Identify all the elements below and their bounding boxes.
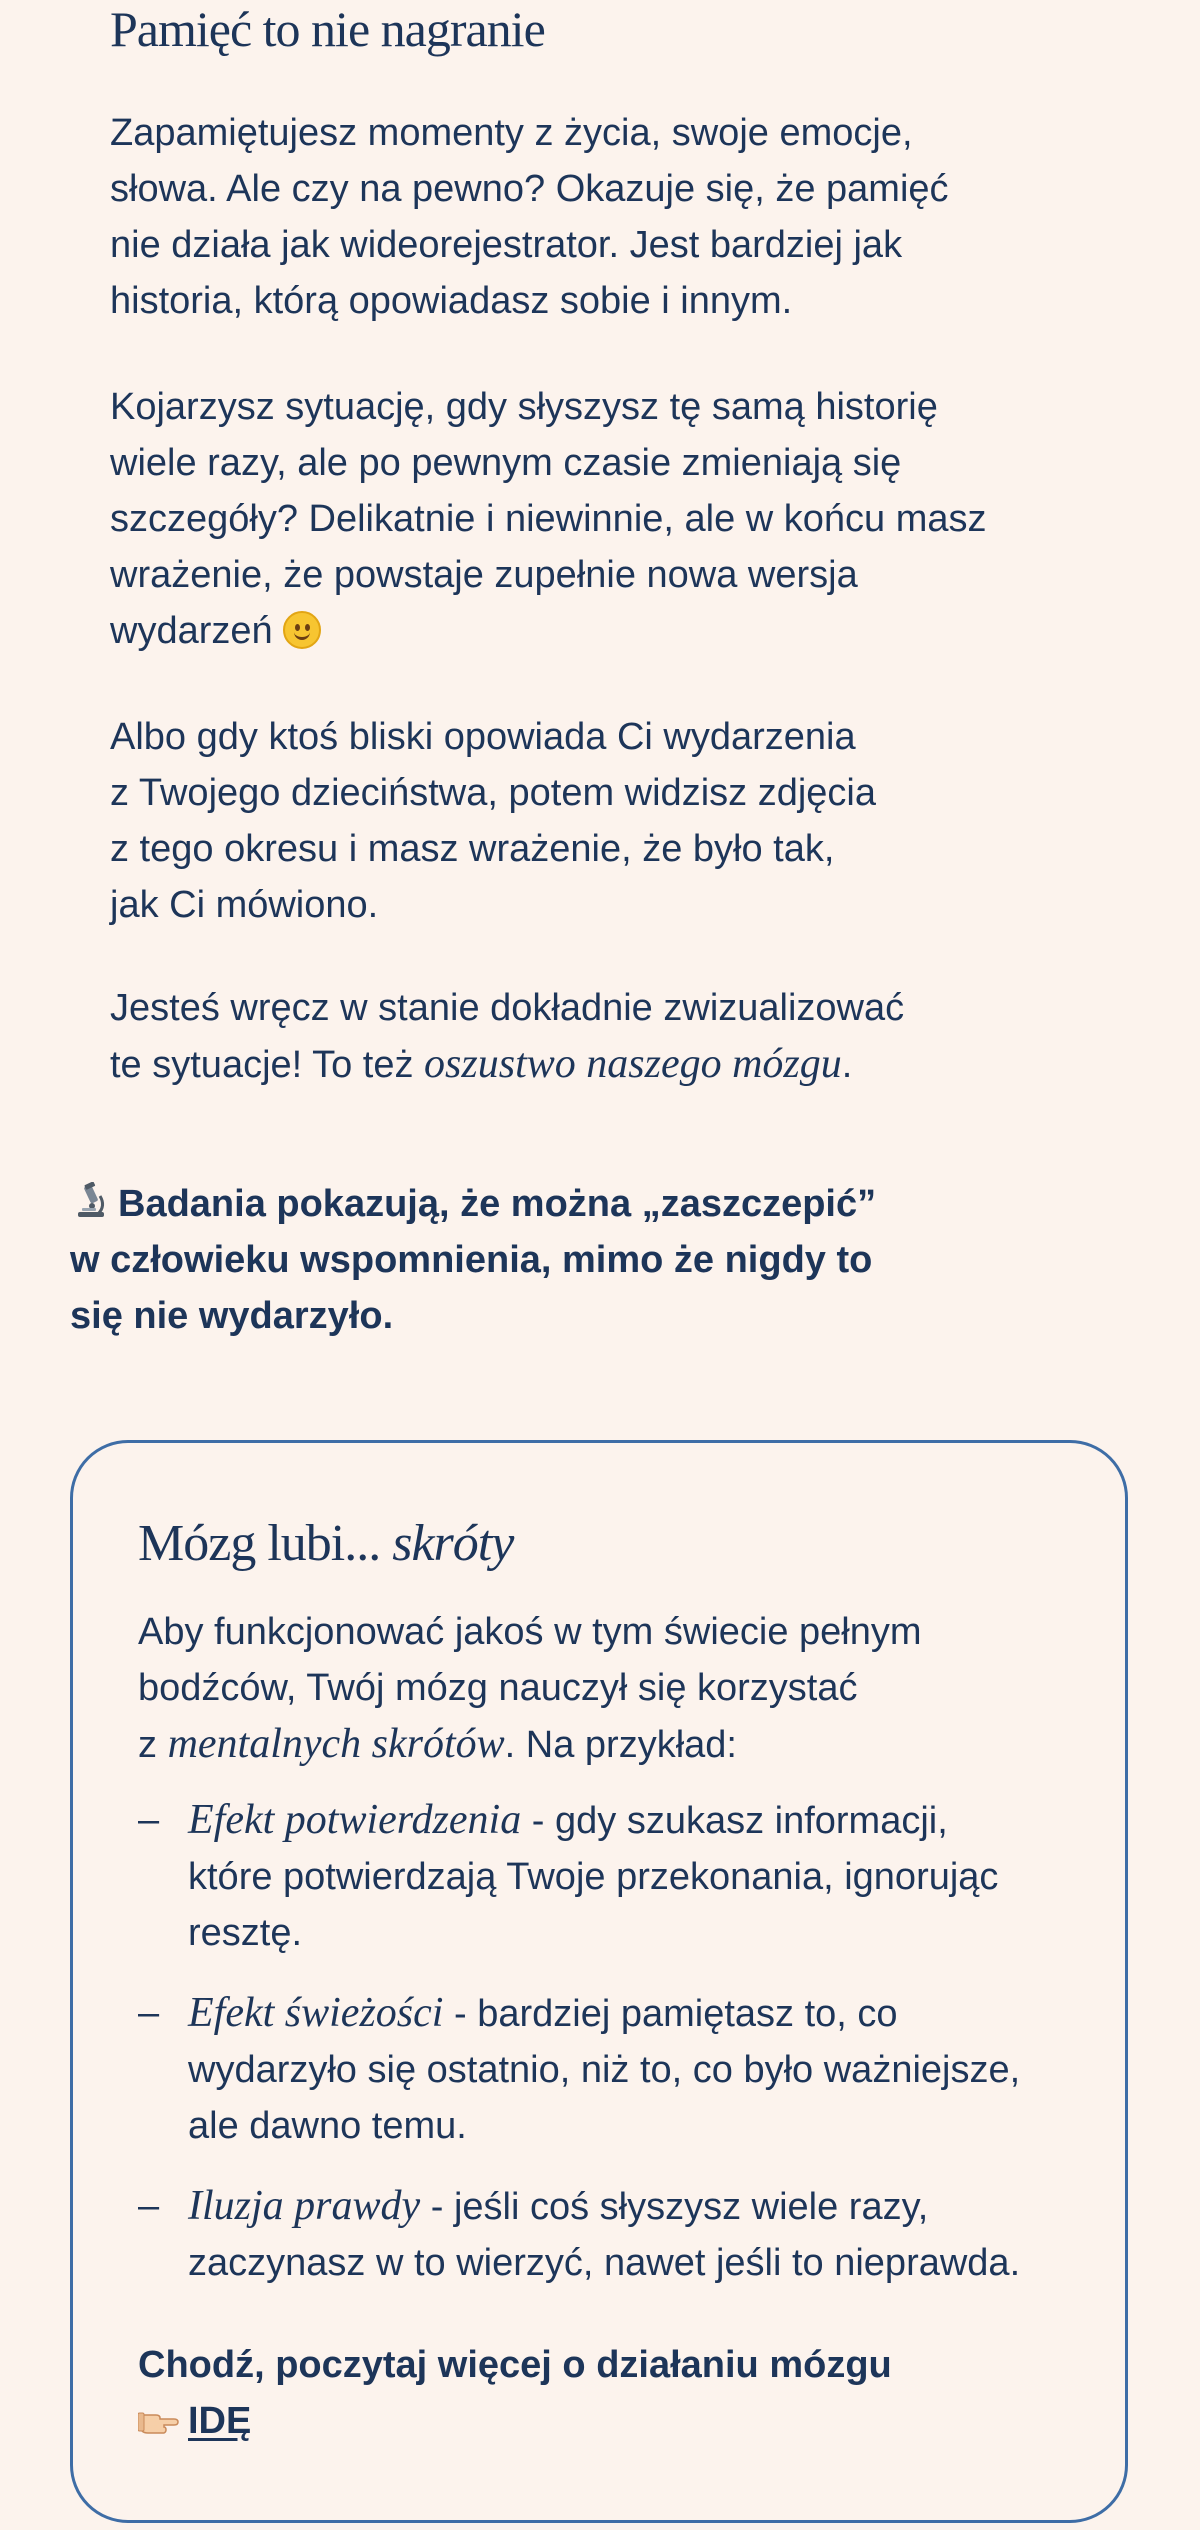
research-callout	[70, 1176, 1070, 1344]
text-line: Chodź, poczytaj więcej o działaniu mózgu	[138, 2344, 892, 2386]
ide-link[interactable]: IDĘ	[188, 2400, 252, 2442]
text-line: resztę.	[188, 1912, 303, 1954]
paragraph-memory-intro	[110, 105, 1110, 329]
text-line: w człowieku wspomnienia, mimo że nigdy to	[70, 1239, 873, 1281]
list-dash: –	[138, 1799, 160, 1841]
list-item-text	[188, 2178, 1020, 2291]
text-fragment: Mózg lubi...	[138, 1515, 393, 1572]
text-line: wiele razy, ale po pewnym czasie zmieniają się	[110, 442, 902, 484]
emphasis-text: mentalnych skrótów	[167, 1721, 505, 1767]
paragraph-story-changes	[110, 379, 1110, 659]
text-line: z Twojego dzieciństwa, potem widzisz zdjęcia	[110, 772, 876, 814]
text-line: wydarzyło się ostatnio, niż to, co było ważniejsze,	[188, 2049, 1021, 2091]
section-title: Pamięć to nie nagranie	[110, 1, 545, 57]
text-line: nie działa jak wideorejestrator. Jest bardziej jak	[110, 224, 903, 266]
text-line	[138, 1716, 1098, 1773]
text-fragment: - jeśli coś słyszysz wiele razy,	[420, 2186, 929, 2228]
text-fragment: . Na przykład:	[504, 1724, 737, 1766]
text-line	[110, 1036, 1110, 1093]
paragraph-childhood	[110, 709, 1110, 933]
text-line: Aby funkcjonować jakoś w tym świecie pełnym	[138, 1611, 922, 1653]
pointing-hand-icon	[138, 2405, 180, 2437]
text-fragment: Badania pokazują, że można „zaszczepić”	[118, 1183, 877, 1225]
text-fragment: wydarzeń	[110, 610, 273, 652]
text-fragment: z	[138, 1724, 168, 1766]
text-line: jak Ci mówiono.	[110, 884, 379, 926]
text-fragment: .	[841, 1044, 853, 1086]
term-text: Efekt świeżości	[188, 1990, 444, 2036]
text-line: Jesteś wręcz w stanie dokładnie zwizualizować	[110, 987, 905, 1029]
text-line: z tego okresu i masz wrażenie, że było tak,	[110, 828, 835, 870]
list-item-text	[188, 1985, 1020, 2154]
microscope-icon	[70, 1182, 110, 1222]
text-line: Albo gdy ktoś bliski opowiada Ci wydarzenia	[110, 716, 856, 758]
text-line: Kojarzysz sytuację, gdy słyszysz tę samą historię	[110, 386, 938, 428]
text-fragment: - gdy szukasz informacji,	[521, 1800, 948, 1842]
term-text: Efekt potwierdzenia	[188, 1797, 522, 1843]
box-intro	[138, 1604, 1098, 1773]
text-line	[188, 1985, 1020, 2042]
text-line: Zapamiętujesz momenty z życia, swoje emocje,	[110, 112, 913, 154]
text-line	[188, 2178, 1020, 2235]
text-line: historia, którą opowiadasz sobie i innym.	[110, 280, 793, 322]
text-line: się nie wydarzyło.	[70, 1295, 394, 1337]
text-line: słowa. Ale czy na pewno? Okazuje się, że pamięć	[110, 168, 949, 210]
text-line	[70, 1176, 1070, 1232]
text-line: wrażenie, że powstaje zupełnie nowa wersja	[110, 554, 858, 596]
text-line	[110, 603, 1110, 659]
term-text: Iluzja prawdy	[188, 2183, 421, 2229]
emphasis-text: skróty	[392, 1515, 514, 1572]
read-more-callout	[138, 2337, 892, 2449]
emphasis-text: oszustwo naszego mózgu	[424, 1041, 842, 1087]
text-line: szczegóły? Delikatnie i niewinnie, ale w końcu masz	[110, 498, 987, 540]
smiling-face-icon	[283, 611, 321, 649]
text-fragment: - bardziej pamiętasz to, co	[443, 1993, 898, 2035]
box-title	[138, 1512, 513, 1576]
text-line: bodźców, Twój mózg nauczył się korzystać	[138, 1667, 858, 1709]
text-line	[188, 1792, 998, 1849]
list-dash: –	[138, 1992, 160, 2034]
text-line: które potwierdzają Twoje przekonania, ignorując	[188, 1856, 999, 1898]
text-line: zaczynasz w to wierzyć, nawet jeśli to nieprawda.	[188, 2242, 1021, 2284]
text-line: ale dawno temu.	[188, 2105, 467, 2147]
text-line	[138, 2393, 892, 2449]
paragraph-visualize	[110, 980, 1110, 1093]
text-fragment: te sytuacje! To też	[110, 1044, 425, 1086]
list-dash: –	[138, 2185, 160, 2227]
list-item-text	[188, 1792, 998, 1961]
